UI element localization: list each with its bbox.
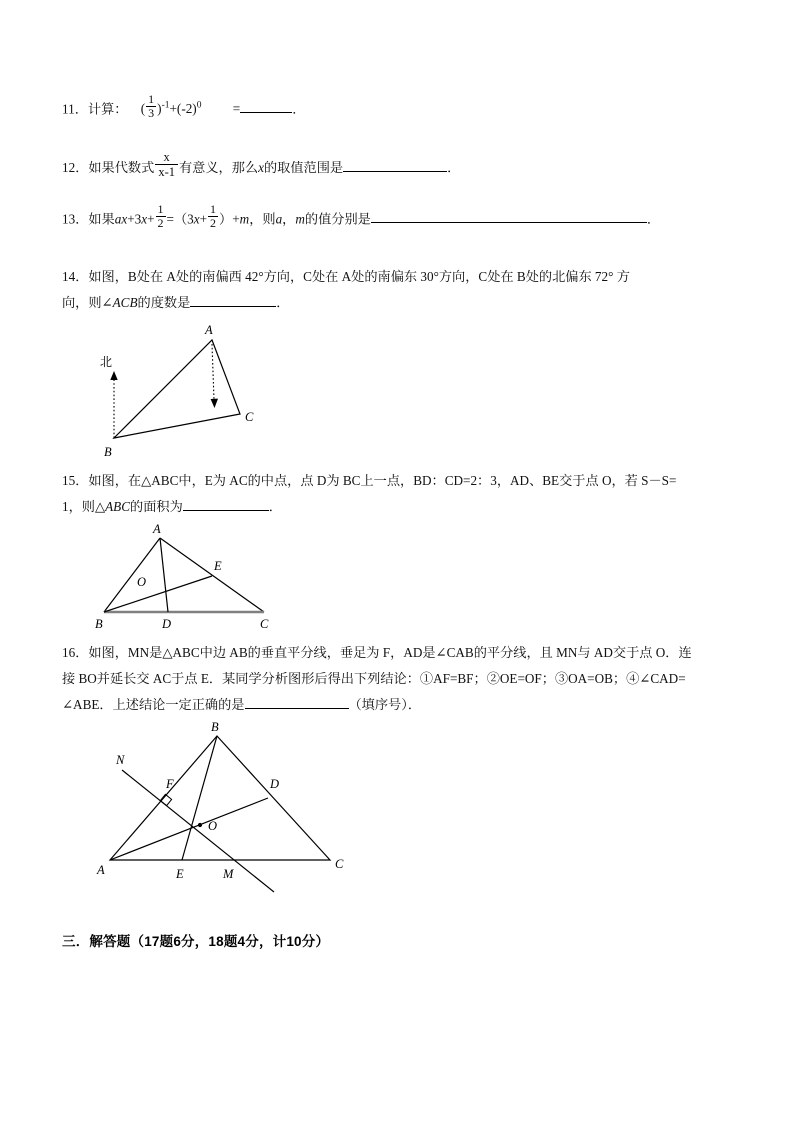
answer-blank-16[interactable] [245, 694, 349, 709]
plus-operator: + [169, 101, 177, 117]
label-O: O [208, 819, 218, 833]
label-D: D [162, 617, 172, 631]
label-E: E [176, 867, 184, 881]
triangle-abc-label-15: ABC [105, 499, 131, 514]
var-x-1: x [141, 211, 148, 227]
term-ax: ax [114, 211, 128, 227]
label-A: A [153, 522, 161, 536]
answer-blank-12[interactable] [343, 157, 447, 172]
var-a: a [275, 211, 283, 227]
questions-container [62, 92, 734, 950]
period-13: ． [646, 211, 661, 227]
label-B: B [211, 720, 219, 734]
question-15-line2-after: 的面积为 [130, 499, 183, 514]
label-A: A [97, 863, 105, 877]
question-12-variable: x [258, 159, 264, 175]
equals-open-paren: =（3 [166, 211, 194, 227]
question-16-line3-after: （填序号）． [348, 697, 422, 712]
plus-3: +3 [127, 211, 142, 227]
exponent-zero: 0 [196, 100, 202, 111]
label-O: O [137, 575, 147, 589]
question-15-line2 [62, 494, 734, 520]
plus-sign-2: + [199, 211, 208, 227]
question-13-text-mid: ，则 [249, 211, 276, 227]
question-14-line2 [62, 290, 734, 316]
answer-blank-11[interactable] [240, 98, 292, 113]
close-paren-plus: ）+ [219, 211, 240, 227]
label-B: B [104, 445, 112, 459]
period-15: ． [268, 499, 282, 514]
fraction-one-third: $\frac{1}{3}$ [148, 92, 155, 120]
base-minus-two: (-2) [176, 101, 197, 117]
period-14: ． [276, 295, 290, 310]
label-F: F [166, 777, 174, 791]
period-11: ． [292, 101, 306, 117]
answer-blank-15[interactable] [183, 496, 269, 511]
var-x-2: x [193, 211, 200, 227]
fraction-one-half-right: $\frac{1}{2}$ [210, 202, 217, 230]
question-11 [62, 92, 734, 152]
answer-blank-14[interactable] [190, 292, 276, 307]
var-m-1: m [239, 211, 250, 227]
question-16-line1: 16．如图，MN是△ABC中边 AB的垂直平分线，垂足为 F，AD是∠CAB的平分线，且 MN与 AD交于点 O．连 [62, 645, 692, 660]
fraction-one-half-left: $\frac{1}{2}$ [157, 202, 164, 230]
label-B: B [95, 617, 103, 631]
question-16-line2: 接 BO并延长交 AC于点 E．某同学分析图形后得出下列结论：①AF=BF；②OE=OF；③OA=OB；④∠CAD= [62, 671, 686, 686]
paren-open: ( [140, 101, 146, 117]
question-14-line2-after: 的度数是 [137, 295, 191, 310]
question-12-text-before: 12．如果代数式 [62, 159, 155, 175]
fraction-x-over-x-minus-1: $\frac{x}{x-1}$ [155, 150, 178, 179]
exponent-minus-one: -1 [161, 100, 170, 111]
var-m-2: m [295, 211, 305, 227]
triangle-cevians-figure [62, 520, 734, 632]
question-16-line3 [62, 692, 734, 718]
question-12-text-after: 有意义，那么 [178, 159, 259, 175]
label-C: C [335, 857, 344, 871]
question-11-prompt: 11．计算： [62, 101, 128, 117]
question-14-line1: 14．如图，B处在 A处的南偏西 42°方向，C处在 A处的南偏东 30°方向，C处在 B处的北偏东 72° 方 [62, 269, 630, 284]
question-12-text-end: 的取值范围是 [263, 159, 344, 175]
label-north: 北 [100, 355, 113, 369]
question-16-line3-before: ∠ABE．上述结论一定正确的是 [62, 697, 245, 712]
angle-acb-label: ACB [112, 295, 138, 310]
equals-sign: = [232, 101, 241, 117]
question-14-line2-before: 向，则∠ [62, 295, 113, 310]
comma-13: ， [282, 211, 296, 227]
paren-close: ) [157, 101, 162, 117]
plus-sign-1: + [147, 211, 155, 227]
question-15-line2-before: 1，则△ [62, 499, 106, 514]
question-13-text-before: 13．如果 [62, 211, 115, 227]
question-13-text-end: 的值分别是 [304, 211, 371, 227]
perpendicular-bisector-figure [62, 718, 734, 908]
question-13 [62, 202, 734, 264]
label-C: C [260, 617, 269, 631]
bearing-triangle-figure [62, 316, 734, 462]
label-A: A [205, 323, 213, 337]
question-12 [62, 152, 734, 206]
label-D: D [270, 777, 280, 791]
period-12: ． [447, 159, 461, 175]
question-15 [62, 468, 734, 520]
label-E: E [214, 559, 222, 573]
question-15-line1: 15．如图，在△ABC中，E为 AC的中点，点 D为 BC上一点，BD：CD=2：3，AD、BE交于点 O，若 S－S= [62, 473, 677, 488]
label-C: C [245, 410, 254, 424]
question-11-expression [140, 92, 205, 120]
label-M: M [223, 867, 234, 881]
answer-blank-13[interactable] [371, 208, 647, 223]
question-14 [62, 264, 734, 316]
section-heading: 三．解答题（17题6分，18题4分，计10分） [62, 934, 330, 949]
question-16 [62, 640, 734, 718]
label-N: N [116, 753, 125, 767]
